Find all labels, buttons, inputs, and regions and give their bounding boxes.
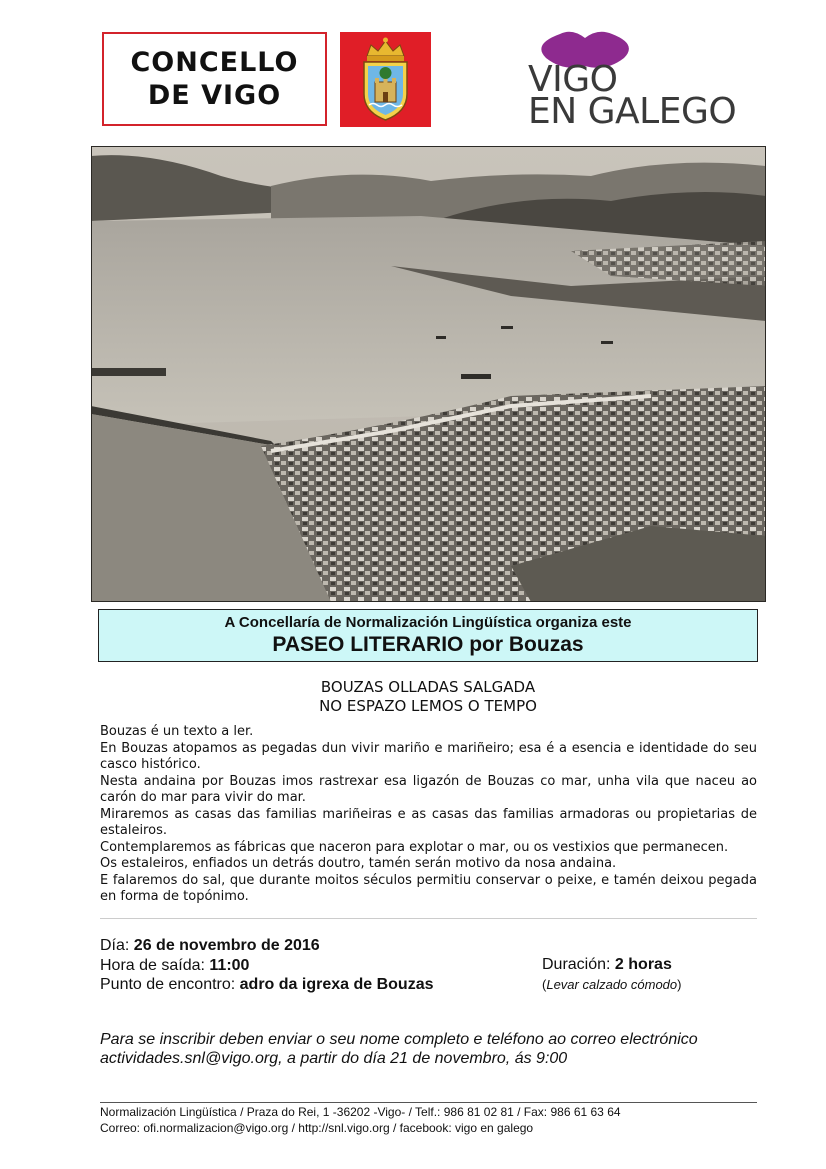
date-value: 26 de novembro de 2016 [133, 937, 320, 954]
footer-contact [100, 1105, 757, 1136]
title-banner-event: PASEO LITERARIO por Bouzas [272, 633, 584, 656]
title-banner-organizer: A Concellaría de Normalización Lingüística organiza este [224, 614, 632, 631]
description-paragraph: Bouzas é un texto a ler. [100, 724, 254, 739]
concello-de-vigo-logo [102, 32, 327, 126]
concello-logo-line2: DE VIGO [147, 80, 282, 111]
footer-address: Normalización Lingüística / Praza do Rei, 1 -36202 -Vigo- / Telf.: 986 81 02 81 / Fax: 986 61 63 64 [100, 1105, 621, 1119]
subtitle-line1: BOUZAS OLLADAS SALGADA [320, 678, 536, 696]
subtitle-line2: NO ESPAZO LEMOS O TEMPO [319, 697, 537, 715]
duration-value: 2 horas [614, 956, 672, 973]
event-subtitle [98, 678, 758, 716]
signup-line2: actividades.snl@vigo.org, a partir do día 21 de novembro, ás 9:00 [100, 1050, 568, 1067]
signup-line1: Para se inscribir deben enviar o seu nome completo e teléfono ao correo electrónico [100, 1031, 698, 1048]
vigo-logo-line2: EN GALEGO [528, 91, 737, 132]
description-paragraph: Contemplaremos as fábricas que naceron para explotar o mar, ou os vestixios que permanecen. [100, 839, 729, 855]
description-paragraph: E falaremos do sal, que durante moitos séculos permitiu conservar o peixe, e tamén deixou pegada en forma de topónimo. [100, 872, 757, 904]
signup-instructions [100, 1030, 757, 1068]
footwear-note-text: Levar calzado cómodo [546, 977, 678, 992]
description-paragraph: Nesta andaina por Bouzas imos rastrexar esa ligazón de Bouzas co mar, unha vila que naceu ao carón do mar para vivir do mar. [100, 773, 757, 805]
date-label: Día: [100, 937, 134, 954]
footwear-paren-open: ( [542, 977, 547, 992]
description-paragraph: Os estaleiros, enfiados un detrás doutro, tamén serán motivo da nosa andaina. [100, 856, 617, 871]
footer-divider [100, 1102, 757, 1103]
concello-logo-line1: CONCELLO [130, 47, 299, 78]
section-divider [100, 918, 757, 919]
footwear-paren-close: ) [677, 977, 682, 992]
time-label: Hora de saída: [100, 956, 210, 974]
time-value: 11:00 [209, 956, 250, 974]
description-paragraph: En Bouzas atopamos as pegadas dun vivir mariño e mariñeiro; esa é a esencia e identidade do seu casco histórico. [100, 740, 757, 772]
vigo-coat-of-arms-icon [340, 32, 431, 127]
vigo-en-galego-logo [528, 59, 758, 132]
meeting-label: Punto de encontro: [100, 976, 240, 993]
bouzas-historic-photo [91, 146, 766, 602]
event-date-row [100, 936, 757, 956]
event-description [100, 724, 757, 906]
vigo-logo-line1: VIGO [528, 59, 618, 100]
duration-label: Duración: [542, 956, 615, 973]
description-paragraph: Miraremos as casas das familias mariñeiras e as casas das familias armadoras ou propietarias de estaleiros. [100, 806, 757, 838]
title-banner [98, 609, 758, 662]
footer-online: Correo: ofi.normalizacion@vigo.org / http://snl.vigo.org / facebook: vigo en galego [100, 1120, 534, 1135]
footwear-note [542, 975, 682, 995]
event-duration [542, 955, 672, 975]
meeting-value: adro da igrexa de Bouzas [239, 976, 434, 993]
